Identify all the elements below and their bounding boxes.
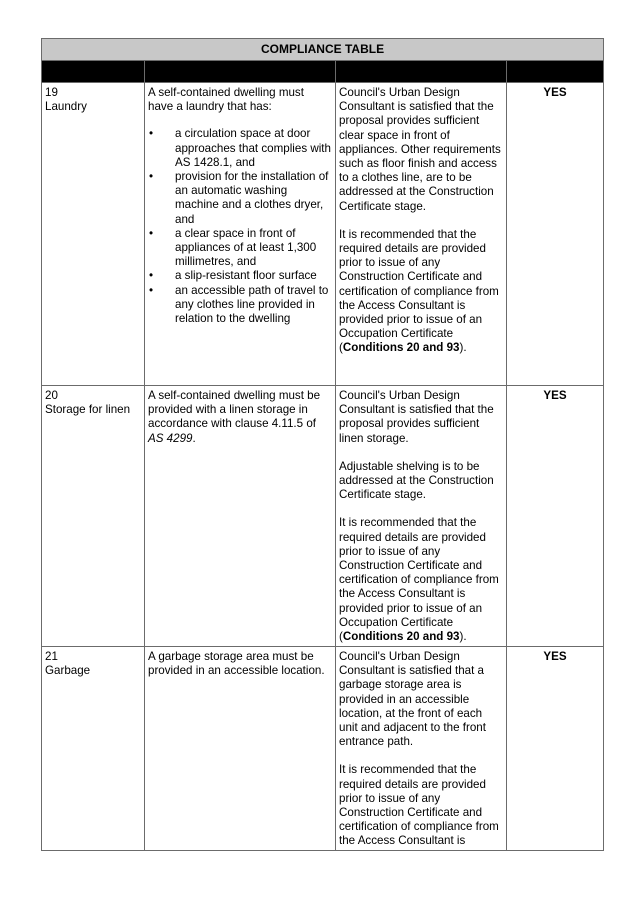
clause-cell (42, 647, 145, 851)
comment-end: ). (459, 630, 467, 644)
comment-paragraph: Adjustable shelving is to be addressed at the Construction Certificate stage. (339, 459, 494, 502)
clause-cell (42, 83, 145, 386)
comment-text: It is recommended that the required details are provided prior to issue of any Construction Certificate and certification of compliance from the Access Consultant is provided prior to issue of an Occupation Certificate ( (339, 227, 499, 355)
requirement-list (148, 127, 332, 326)
comment-paragraph (339, 516, 503, 644)
clause-number: 19 (45, 86, 58, 99)
clause-name: Garbage (45, 664, 91, 678)
requirement-end: . (192, 431, 196, 445)
comment-cell (336, 83, 507, 386)
conditions-reference: Conditions 20 and 93 (342, 341, 460, 355)
header-cell (507, 61, 604, 83)
result-badge: YES (507, 83, 604, 386)
table-row (42, 647, 604, 851)
clause-number: 21 (45, 650, 58, 663)
table-title: COMPLIANCE TABLE (42, 39, 604, 61)
list-item: • a circulation space at door approaches that complies with AS 1428.1, and (148, 127, 332, 170)
result-badge: YES (507, 386, 604, 647)
result-badge: YES (507, 647, 604, 851)
table-title-row (42, 39, 604, 61)
comment-paragraph: It is recommended that the required details are provided prior to issue of any Construction Certificate and certification of compliance from the Access Consultant is (339, 763, 499, 848)
comment-paragraph: Council's Urban Design Consultant is satisfied that a garbage storage area is provided in an accessible location, at the front of each unit and adjacent to the front entrance path. (339, 650, 486, 749)
requirement-cell (145, 83, 336, 386)
compliance-table (41, 38, 604, 851)
table-header-band (42, 61, 604, 83)
table-row (42, 386, 604, 647)
requirement-cell (145, 647, 336, 851)
comment-end: ). (459, 341, 467, 355)
clause-number: 20 (45, 389, 58, 402)
header-cell (336, 61, 507, 83)
list-item: • provision for the installation of an automatic washing machine and a clothes dryer, and (148, 170, 332, 227)
conditions-reference: Conditions 20 and 93 (342, 630, 460, 644)
requirement-text: A garbage storage area must be provided in an accessible location. (148, 650, 325, 678)
list-item: • a slip-resistant floor surface (148, 269, 332, 283)
comment-paragraph: Council's Urban Design Consultant is satisfied that the proposal provides sufficient linen storage. (339, 389, 494, 445)
comment-paragraph (339, 228, 503, 356)
clause-cell (42, 386, 145, 647)
standard-reference: AS 4299 (148, 431, 193, 445)
comment-paragraph: Council's Urban Design Consultant is satisfied that the proposal provides sufficient clear space in front of appliances. Other requirements such as floor finish and access to a clothes line, are to be addressed at the Construction Certificate stage. (339, 86, 501, 213)
clause-name: Laundry (45, 100, 87, 114)
comment-cell (336, 386, 507, 647)
requirement-cell (145, 386, 336, 647)
header-cell (145, 61, 336, 83)
header-cell (42, 61, 145, 83)
comment-cell (336, 647, 507, 851)
comment-text: It is recommended that the required details are provided prior to issue of any Construction Certificate and certification of compliance from the Access Consultant is provided prior to issue of an Occupation Certificate ( (339, 516, 499, 644)
list-item: • an accessible path of travel to any clothes line provided in relation to the dwelling (148, 284, 332, 327)
clause-name: Storage for linen (45, 403, 131, 417)
table-row (42, 83, 604, 386)
list-item: • a clear space in front of appliances of at least 1,300 millimetres, and (148, 227, 332, 270)
requirement-intro: A self-contained dwelling must have a laundry that has: (148, 86, 304, 114)
requirement-text: A self-contained dwelling must be provided with a linen storage in accordance with clause 4.11.5 of (148, 389, 321, 431)
